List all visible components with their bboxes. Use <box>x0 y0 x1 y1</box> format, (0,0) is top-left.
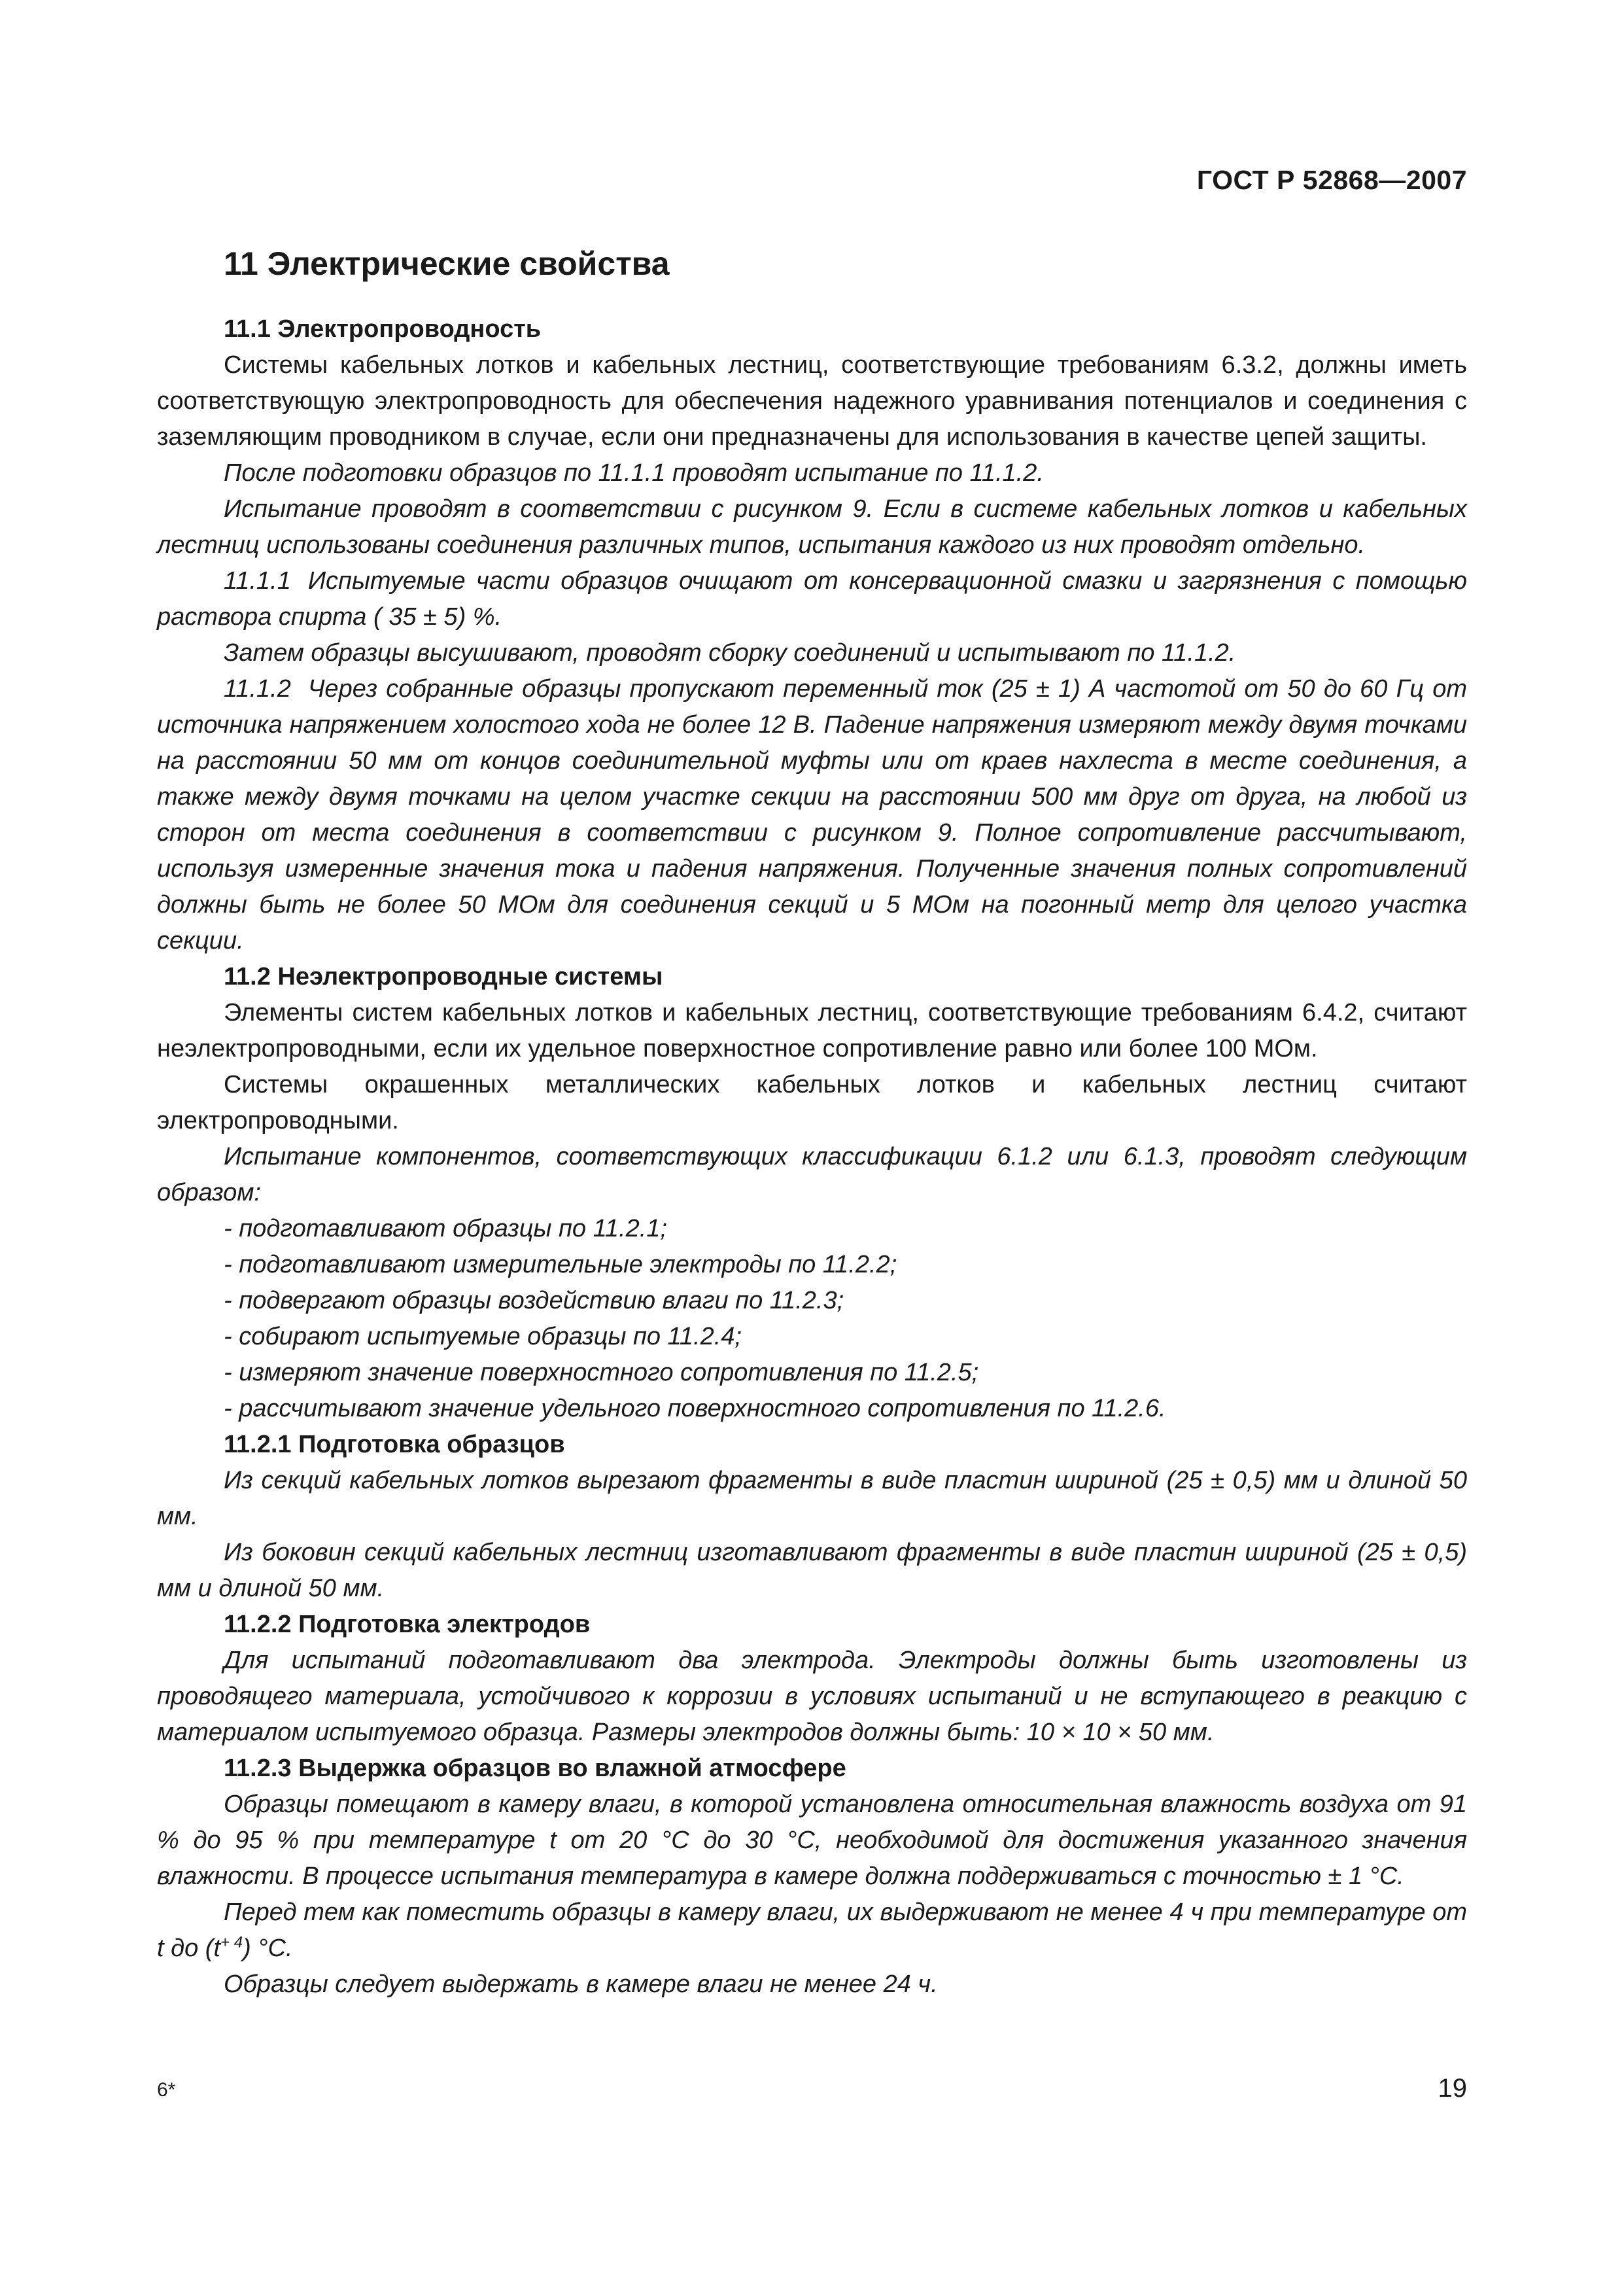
paragraph-11-1-2 <box>157 671 1467 959</box>
paragraph: Испытание проводят в соответствии с рисунком 9. Если в системе кабельных лотков и кабельных лестниц использованы соединения различных типов, испытания каждого из них проводят отдельно. <box>157 495 1467 559</box>
paragraph-11-1-1 <box>157 563 1467 635</box>
document-code: ГОСТ Р 52868—2007 <box>1196 165 1467 195</box>
list-item: - собирают испытуемые образцы по 11.2.4; <box>224 1323 742 1350</box>
list-item: - подготавливают образцы по 11.2.1; <box>224 1215 667 1242</box>
paragraph: Для испытаний подготавливают два электрода. Электроды должны быть изготовлены из проводящего материала, устойчивого к коррозии в условиях испытаний и не вступающего в реакцию с материалом испытуемого образца. Размеры электродов должны быть: 10 × 10 × 50 мм. <box>157 1647 1467 1746</box>
paragraph: Образцы следует выдержать в камере влаги не менее 24 ч. <box>224 1971 938 1998</box>
paragraph: Затем образцы высушивают, проводят сборку соединений и испытывают по 11.1.2. <box>224 639 1236 667</box>
section-title-11-2-3: 11.2.3 Выдержка образцов во влажной атмосфере <box>224 1755 846 1782</box>
paragraph: Образцы помещают в камеру влаги, в которой установлена относительная влажность воздуха от 91 % до 95 % при температуре t от 20 °С до 30 °С, необходимой для достижения указанного значения влажности. В процессе испытания температура в камере должна поддерживаться с точностью ± 1 °С. <box>157 1791 1467 1890</box>
list-item: - рассчитывают значение удельного поверхностного сопротивления по 11.2.6. <box>224 1395 1166 1422</box>
clause-number: 11.1.1 <box>224 567 291 595</box>
paragraph: Элементы систем кабельных лотков и кабельных лестниц, соответствующие требованиям 6.4.2, считают неэлектропроводными, если их удельное поверхностное сопротивление равно или более 100 МОм. <box>157 999 1467 1062</box>
clause-number: 11.1.2 <box>224 675 291 703</box>
list-item: - измеряют значение поверхностного сопротивления по 11.2.5; <box>224 1359 979 1386</box>
paragraph: Испытание компонентов, соответствующих классификации 6.1.2 или 6.1.3, проводят следующим образом: <box>157 1143 1467 1206</box>
text-part: Перед тем как поместить образцы в камеру влаги, их выдерживают не менее 4 ч при температуре от t до (t <box>157 1899 1467 1962</box>
page-number: 19 <box>1438 2074 1467 2103</box>
clause-text: Через собранные образцы пропускают переменный ток (25 ± 1) А частотой от 50 до 60 Гц от источника напряжением холостого хода не более 12 В. Падение напряжения измеряют между двумя точками на расстоянии 50 мм от концов соединительной муфты или от краев нахлеста в месте соединения, а также между двумя точками на целом участке секции на расстоянии 500 мм друг от друга, на любой из сторон от места соединения в соответствии с рисунком 9. Полное сопротивление рассчитывают, используя измеренные значения тока и падения напряжения. Полученные значения полных сопротивлений должны быть не более 50 МОм для соединения секций и 5 МОм на погонный метр для целого участка секции. <box>157 675 1467 955</box>
list-item: - подвергают образцы воздействию влаги по 11.2.3; <box>224 1287 844 1314</box>
section-title-11-2: 11.2 Неэлектропроводные системы <box>224 963 663 990</box>
paragraph: Из боковин секций кабельных лестниц изготавливают фрагменты в виде пластин шириной (25 ± 0,5) мм и длиной 50 мм. <box>157 1539 1467 1602</box>
section-title-11-1: 11.1 Электропроводность <box>224 315 542 343</box>
footer-mark: 6* <box>157 2079 176 2101</box>
section-title-11-2-1: 11.2.1 Подготовка образцов <box>224 1431 565 1458</box>
page-content <box>157 241 1467 2003</box>
paragraph: После подготовки образцов по 11.1.1 проводят испытание по 11.1.2. <box>224 459 1044 487</box>
paragraph: Из секций кабельных лотков вырезают фрагменты в виде пластин шириной (25 ± 0,5) мм и длиной 50 мм. <box>157 1467 1467 1530</box>
chapter-title: 11 Электрические свойства <box>224 245 670 282</box>
list-item: - подготавливают измерительные электроды по 11.2.2; <box>224 1251 897 1278</box>
paragraph: Системы окрашенных металлических кабельных лотков и кабельных лестниц считают электропроводными. <box>157 1071 1467 1134</box>
section-title-11-2-2: 11.2.2 Подготовка электродов <box>224 1611 591 1638</box>
clause-text: Испытуемые части образцов очищают от консервационной смазки и загрязнения с помощью раствора спирта ( 35 ± 5) %. <box>157 567 1467 631</box>
text-part: ) °С. <box>243 1935 293 1962</box>
paragraph: Системы кабельных лотков и кабельных лестниц, соответствующие требованиям 6.3.2, должны иметь соответствующую электропроводность для обеспечения надежного уравнивания потенциалов и соединения с заземляющим проводником в случае, если они предназначены для использования в качестве цепей защиты. <box>157 351 1467 451</box>
superscript: + 4 <box>220 1933 243 1952</box>
paragraph-with-superscript <box>157 1895 1467 1967</box>
